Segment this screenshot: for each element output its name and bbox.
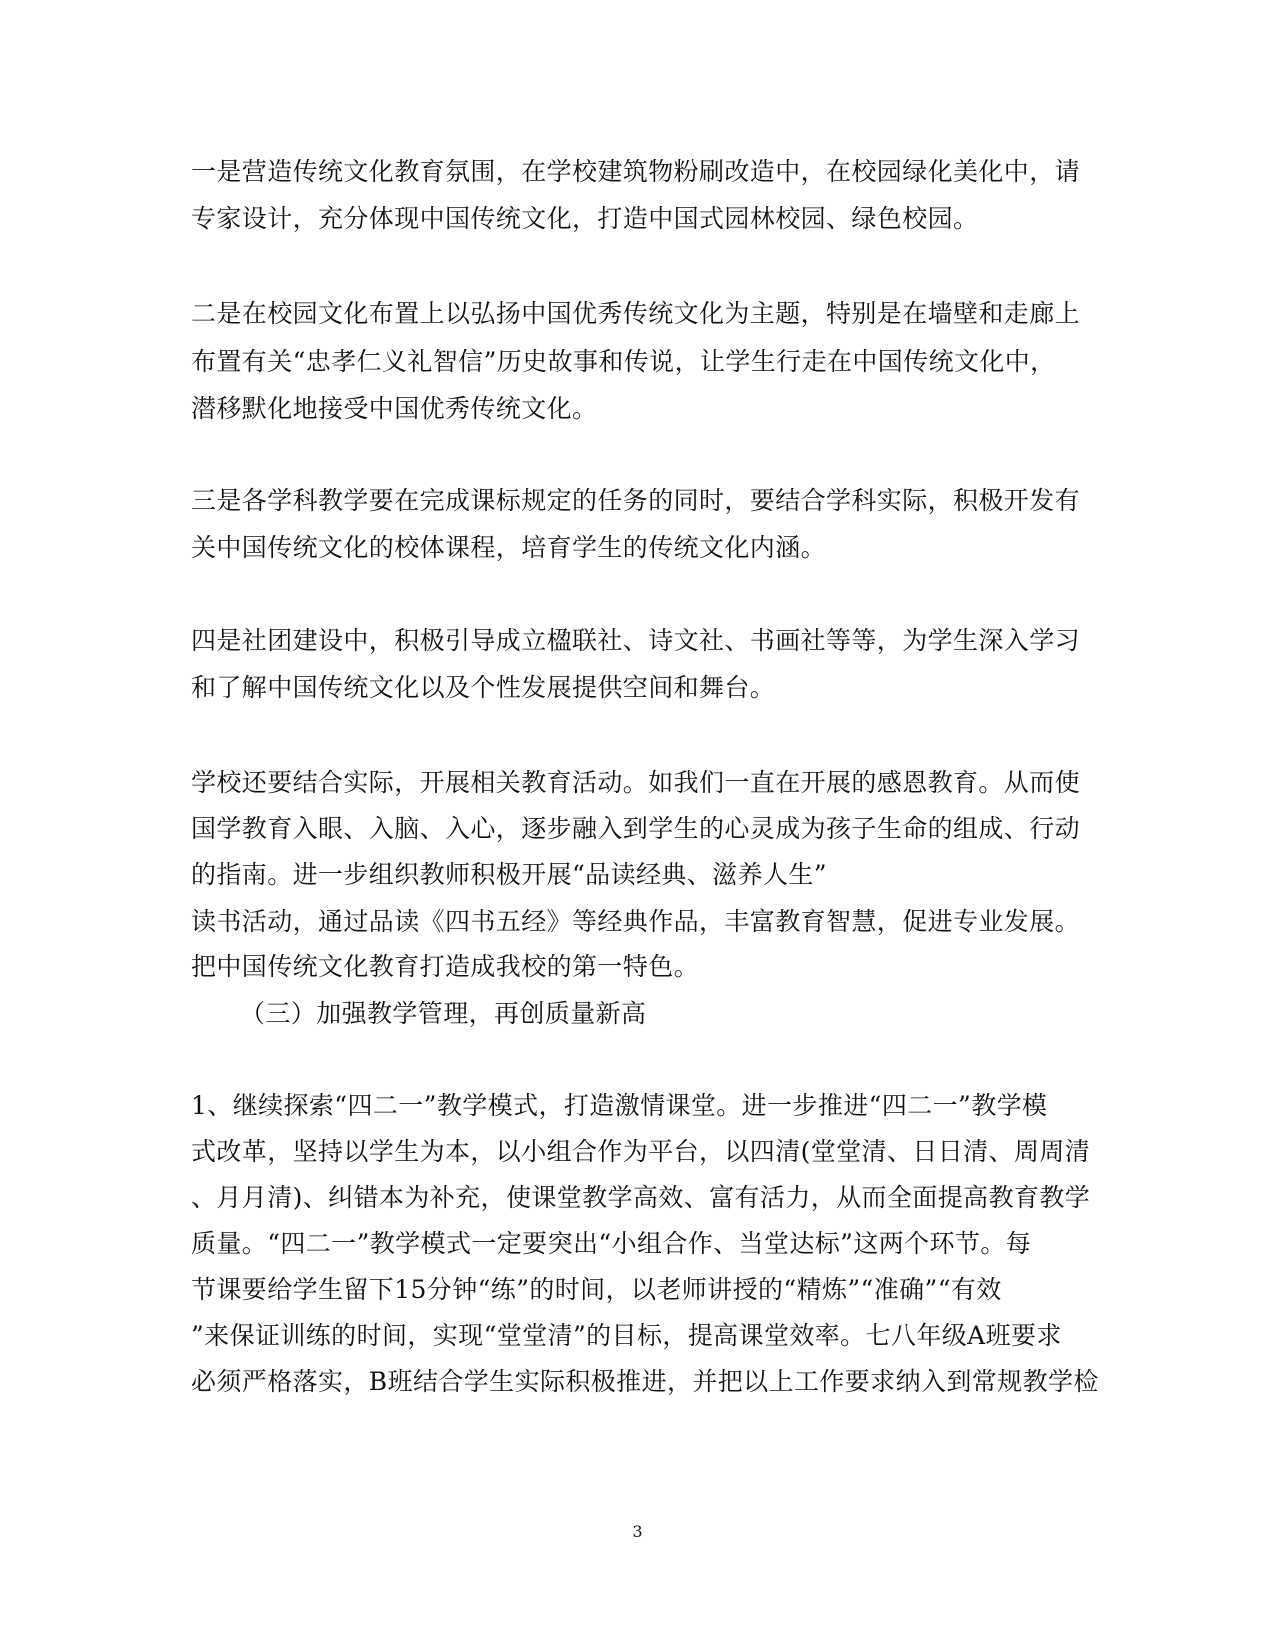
paragraph-5-line-3: 的指南。进一步组织教师积极开展“品读经典、滋养人生”	[191, 860, 827, 889]
paragraph-6-line-7: 必须严格落实，B班结合学生实际积极推进，并把以上工作要求纳入到常规教学检	[191, 1367, 1099, 1396]
paragraph-1-line-1: 一是营造传统文化教育氛围，在学校建筑物粉刷改造中，在校园绿化美化中，请	[191, 157, 1081, 186]
paragraph-4-line-1: 四是社团建设中，积极引导成立楹联社、诗文社、书画社等等，为学生深入学习	[191, 626, 1081, 655]
paragraph-6-line-4: 质量。“四二一”教学模式一定要突出“小组合作、当堂达标”这两个环节。每	[191, 1229, 1032, 1258]
paragraph-5-line-1: 学校还要结合实际，开展相关教育活动。如我们一直在开展的感恩教育。从而使	[191, 768, 1081, 797]
paragraph-5-line-2: 国学教育入眼、入脑、入心，逐步融入到学生的心灵成为孩子生命的组成、行动	[191, 814, 1081, 843]
paragraph-1-line-2: 专家设计，充分体现中国传统文化，打造中国式园林校园、绿色校园。	[191, 204, 979, 233]
paragraph-2-line-1: 二是在校园文化布置上以弘扬中国优秀传统文化为主题，特别是在墙壁和走廊上	[191, 299, 1081, 328]
paragraph-6-line-5: 节课要给学生留下15分钟“练”的时间，以老师讲授的“精炼”“准确”“有效	[191, 1275, 1002, 1304]
paragraph-2-line-3: 潜移默化地接受中国优秀传统文化。	[191, 394, 598, 423]
paragraph-5-line-5: 把中国传统文化教育打造成我校的第一特色。	[191, 952, 700, 981]
paragraph-6-line-2: 式改革，坚持以学生为本，以小组合作为平台，以四清(堂堂清、日日清、周周清	[191, 1137, 1091, 1166]
paragraph-3-line-2: 关中国传统文化的校体课程，培育学生的传统文化内涵。	[191, 533, 827, 562]
paragraph-4-line-2: 和了解中国传统文化以及个性发展提供空间和舞台。	[191, 673, 776, 702]
paragraph-3-line-1: 三是各学科教学要在完成课标规定的任务的同时，要结合学科实际，积极开发有	[191, 486, 1081, 515]
paragraph-6-line-6: ”来保证训练的时间，实现“堂堂清”的目标，提高课堂效率。七八年级A班要求	[191, 1321, 1062, 1350]
paragraph-6-line-3: 、月月清)、纠错本为补充，使课堂教学高效、富有活力，从而全面提高教育教学	[191, 1183, 1091, 1212]
paragraph-5-line-4: 读书活动，通过品读《四书五经》等经典作品，丰富教育智慧，促进专业发展。	[191, 907, 1081, 936]
paragraph-2-line-2: 布置有关“忠孝仁义礼智信”历史故事和传说，让学生行走在中国传统文化中，	[191, 347, 1056, 376]
page-number: 3	[632, 1522, 643, 1541]
section-heading: （三）加强教学管理，再创质量新高	[240, 999, 647, 1028]
paragraph-6-line-1: 1、继续探索“四二一”教学模式，打造激情课堂。进一步推进“四二一”教学模	[191, 1091, 1048, 1120]
